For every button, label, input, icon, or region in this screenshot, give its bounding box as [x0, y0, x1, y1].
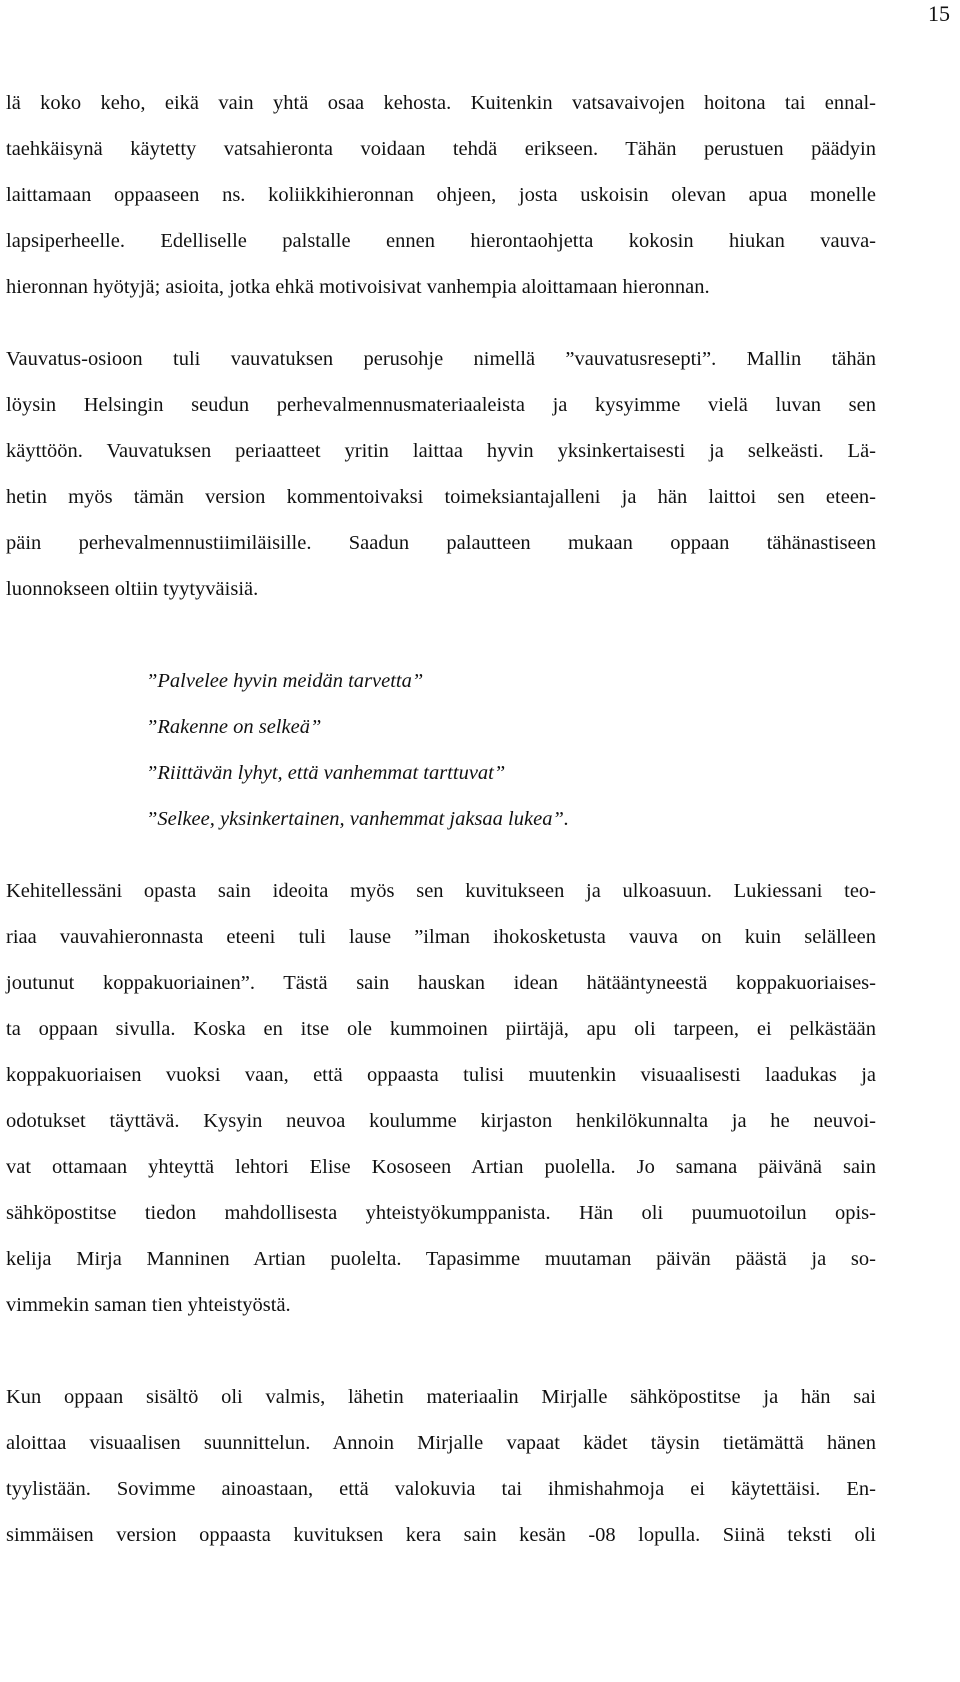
text-line: lapsiperheelle. Edelliselle palstalle ennen hierontaohjetta kokosin hiukan vauva-	[6, 230, 876, 252]
text-line: taehkäisynä käytetty vatsahieronta voidaan tehdä erikseen. Tähän perustuen päädyin	[6, 138, 876, 160]
quote-line: ”Riittävän lyhyt, että vanhemmat tarttuvat”	[146, 762, 506, 784]
text-line: kelija Mirja Manninen Artian puolelta. Tapasimme muutaman päivän päästä ja so-	[6, 1248, 876, 1270]
text-line: odotukset täyttävä. Kysyin neuvoa koulumme kirjaston henkilökunnalta ja he neuvoi-	[6, 1110, 876, 1132]
text-line: sähköpostitse tiedon mahdollisesta yhteistyökumppanista. Hän oli puumuotoilun opis-	[6, 1202, 876, 1224]
text-line: hetin myös tämän version kommentoivaksi toimeksiantajalleni ja hän laittoi sen eteen-	[6, 486, 876, 508]
text-line: Kun oppaan sisältö oli valmis, lähetin materiaalin Mirjalle sähköpostitse ja hän sai	[6, 1386, 876, 1408]
text-line: aloittaa visuaalisen suunnittelun. Annoin Mirjalle vapaat kädet täysin tietämättä hänen	[6, 1432, 876, 1454]
text-line: koppakuoriaisen vuoksi vaan, että oppaasta tulisi muutenkin visuaalisesti laadukas ja	[6, 1064, 876, 1086]
text-line: ta oppaan sivulla. Koska en itse ole kummoinen piirtäjä, apu oli tarpeen, ei pelkästään	[6, 1018, 876, 1040]
paragraph	[6, 1374, 876, 1558]
paragraph-spacer	[6, 310, 876, 336]
quote-line: ”Rakenne on selkeä”	[146, 716, 322, 738]
text-line: vimmekin saman tien yhteistyöstä.	[6, 1294, 291, 1316]
paragraph-spacer	[6, 612, 876, 658]
document-body	[6, 80, 876, 1558]
paragraph-spacer	[6, 842, 876, 868]
quote-line: ”Palvelee hyvin meidän tarvetta”	[146, 670, 424, 692]
paragraph-spacer	[6, 1328, 876, 1374]
text-line: Vauvatus-osioon tuli vauvatuksen perusohje nimellä ”vauvatusresepti”. Mallin tähän	[6, 348, 876, 370]
paragraph	[6, 868, 876, 1328]
text-line: käyttöön. Vauvatuksen periaatteet yritin laittaa hyvin yksinkertaisesti ja selkeästi. Lä-	[6, 440, 876, 462]
paragraph	[6, 80, 876, 310]
text-line: laittamaan oppaaseen ns. koliikkihieronnan ohjeen, josta uskoisin olevan apua monelle	[6, 184, 876, 206]
text-line: joutunut koppakuoriainen”. Tästä sain hauskan idean hätääntyneestä koppakuoriaises-	[6, 972, 876, 994]
page-number: 15	[928, 1, 950, 26]
quote-block	[6, 658, 876, 842]
quote-line: ”Selkee, yksinkertainen, vanhemmat jaksaa lukea”.	[146, 808, 569, 830]
text-line: simmäisen version oppaasta kuvituksen kera sain kesän -08 lopulla. Siinä teksti oli	[6, 1524, 876, 1546]
text-line: päin perhevalmennustiimiläisille. Saadun palautteen mukaan oppaan tähänastiseen	[6, 532, 876, 554]
text-line: löysin Helsingin seudun perhevalmennusmateriaaleista ja kysyimme vielä luvan sen	[6, 394, 876, 416]
text-line: lä koko keho, eikä vain yhtä osaa kehosta. Kuitenkin vatsavaivojen hoitona tai ennal-	[6, 92, 876, 114]
text-line: hieronnan hyötyjä; asioita, jotka ehkä motivoisivat vanhempia aloittamaan hieronnan.	[6, 276, 710, 298]
paragraph	[6, 336, 876, 612]
text-line: Kehitellessäni opasta sain ideoita myös sen kuvitukseen ja ulkoasuun. Lukiessani teo-	[6, 880, 876, 902]
text-line: tyylistään. Sovimme ainoastaan, että valokuvia tai ihmishahmoja ei käytettäisi. En-	[6, 1478, 876, 1500]
text-line: luonnokseen oltiin tyytyväisiä.	[6, 578, 259, 600]
text-line: riaa vauvahieronnasta eteeni tuli lause ”ilman ihokosketusta vauva on kuin selälleen	[6, 926, 876, 948]
text-line: vat ottamaan yhteyttä lehtori Elise Kososeen Artian puolella. Jo samana päivänä sain	[6, 1156, 876, 1178]
